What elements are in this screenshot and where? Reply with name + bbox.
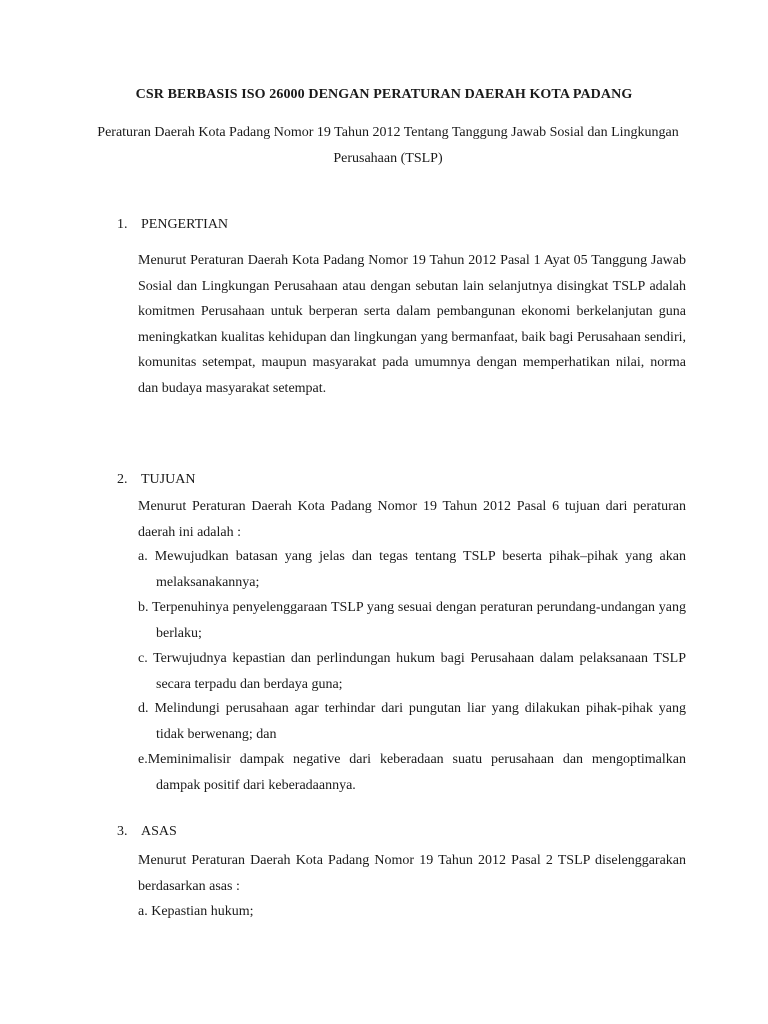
section-heading-pengertian	[117, 217, 228, 233]
section-heading-asas	[117, 824, 177, 840]
section-number: 1.	[117, 217, 128, 232]
section-paragraph-tujuan: Menurut Peraturan Daerah Kota Padang Nomor 19 Tahun 2012 Pasal 6 tujuan dari peraturan daerah ini adalah :	[138, 499, 686, 540]
section-number: 3.	[117, 824, 128, 839]
section-number: 2.	[117, 472, 128, 487]
list-item-tujuan-b: b. Terpenuhinya penyelenggaraan TSLP yang sesuai dengan peraturan perundang-undangan yang berlaku;	[138, 600, 686, 641]
section-paragraph-asas: Menurut Peraturan Daerah Kota Padang Nomor 19 Tahun 2012 Pasal 2 TSLP diselenggarakan berdasarkan asas :	[138, 853, 686, 894]
section-paragraph-pengertian: Menurut Peraturan Daerah Kota Padang Nomor 19 Tahun 2012 Pasal 1 Ayat 05 Tanggung Jawab Sosial dan Lingkungan Perusahaan atau dengan sebutan lain selanjutnya disingkat TSLP adalah komitmen Perusahaan untuk berperan serta dalam pembangunan ekonomi berkelanjutan guna meningkatkan kualitas kehidupan dan lingkungan yang bermanfaat, baik bagi Perusahaan sendiri, komunitas setempat, maupun masyarakat pada umumnya dengan memperhatikan nilai, norma dan budaya masyarakat setempat.	[138, 253, 686, 396]
list-item-tujuan-d: d. Melindungi perusahaan agar terhindar dari pungutan liar yang dilakukan pihak-pihak yang tidak berwenang; dan	[138, 701, 686, 742]
list-item-asas-a: a. Kepastian hukum;	[138, 904, 254, 919]
section-heading-text: TUJUAN	[141, 472, 196, 487]
document-subtitle: Peraturan Daerah Kota Padang Nomor 19 Tahun 2012 Tentang Tanggung Jawab Sosial dan Lingkungan Perusahaan (TSLP)	[97, 125, 679, 166]
section-heading-text: ASAS	[141, 824, 177, 839]
section-heading-tujuan	[117, 472, 195, 488]
document-title: CSR BERBASIS ISO 26000 DENGAN PERATURAN DAERAH KOTA PADANG	[135, 87, 633, 102]
list-item-tujuan-c: c. Terwujudnya kepastian dan perlindungan hukum bagi Perusahaan dalam pelaksanaan TSLP secara terpadu dan berdaya guna;	[138, 651, 686, 692]
list-item-tujuan-e: e.Meminimalisir dampak negative dari keberadaan suatu perusahaan dan mengoptimalkan dampak positif dari keberadaannya.	[138, 752, 686, 793]
list-item-tujuan-a: a. Mewujudkan batasan yang jelas dan tegas tentang TSLP beserta pihak–pihak yang akan melaksanakannya;	[138, 549, 686, 590]
section-heading-text: PENGERTIAN	[141, 217, 229, 232]
